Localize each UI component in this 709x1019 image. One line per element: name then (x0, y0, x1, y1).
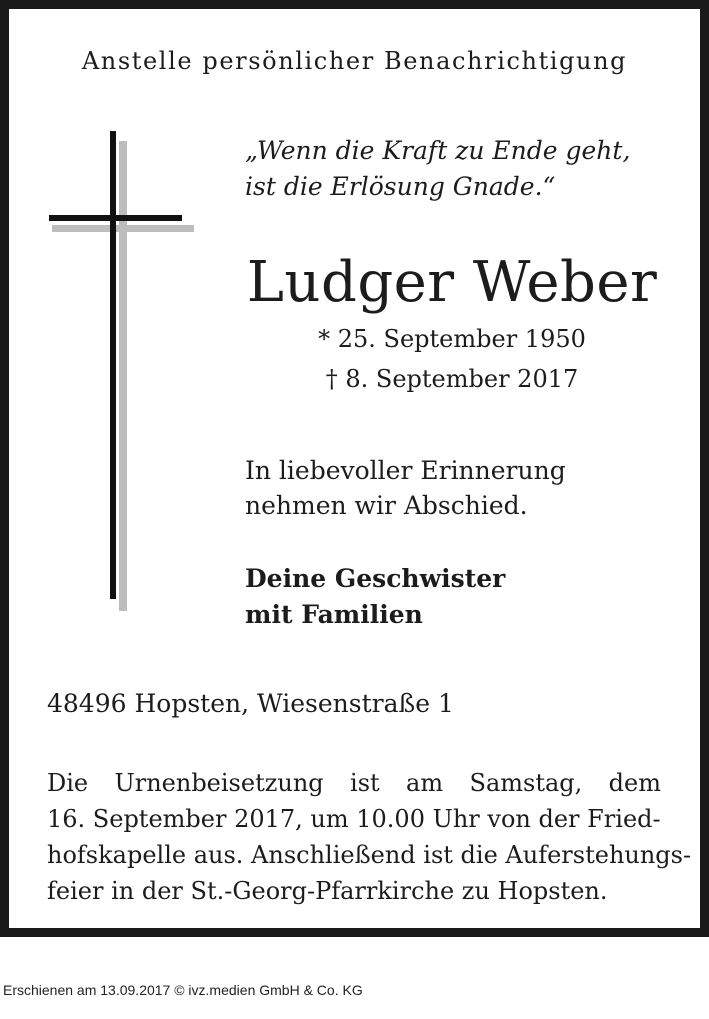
mourner-address: 48496 Hopsten, Wiesenstraße 1 (47, 689, 454, 718)
mourners-signature (245, 561, 505, 633)
memory-line-1: In liebevoller Erinnerung (245, 456, 566, 485)
ceremony-line-4: feier in der St.-Georg-Pfarrkirche zu Hopsten. (47, 877, 608, 905)
cross-icon (49, 131, 209, 631)
ceremony-word: am (406, 769, 444, 797)
ceremony-word: dem (608, 769, 661, 797)
notice-header: Anstelle persönlicher Benachrichtigung (81, 47, 628, 75)
death-date: † 8. September 2017 (325, 365, 579, 393)
quote-line-2: ist die Erlösung Gnade.“ (245, 172, 556, 201)
ceremony-details (47, 765, 692, 909)
ceremony-word: Die (47, 769, 89, 797)
memory-line-2: nehmen wir Abschied. (245, 491, 528, 520)
cross-beam-horizontal (49, 215, 182, 221)
ceremony-line-1 (47, 765, 661, 801)
publication-credit: Erschienen am 13.09.2017 © ivz.medien GmbH & Co. KG (3, 982, 363, 998)
quote-line-1: „Wenn die Kraft zu Ende geht, (245, 136, 631, 165)
ceremony-word: Urnenbeisetzung (114, 769, 324, 797)
memory-text (245, 453, 566, 523)
ceremony-line-2: 16. September 2017, um 10.00 Uhr von der Fried- (47, 805, 661, 833)
life-dates (245, 319, 659, 399)
cross-beam-vertical (110, 131, 116, 599)
ceremony-word: ist (350, 769, 380, 797)
cross-shadow-vertical (119, 141, 127, 611)
mourners-line-2: mit Familien (245, 600, 423, 629)
deceased-name: Ludger Weber (246, 250, 658, 315)
memorial-quote (245, 133, 630, 205)
ceremony-word: Samstag, (469, 769, 583, 797)
mourners-line-1: Deine Geschwister (245, 564, 506, 593)
ceremony-line-3: hofskapelle aus. Anschließend ist die Auferstehungs- (47, 841, 692, 869)
birth-date: * 25. September 1950 (318, 325, 586, 353)
cross-shadow-horizontal (52, 225, 194, 232)
